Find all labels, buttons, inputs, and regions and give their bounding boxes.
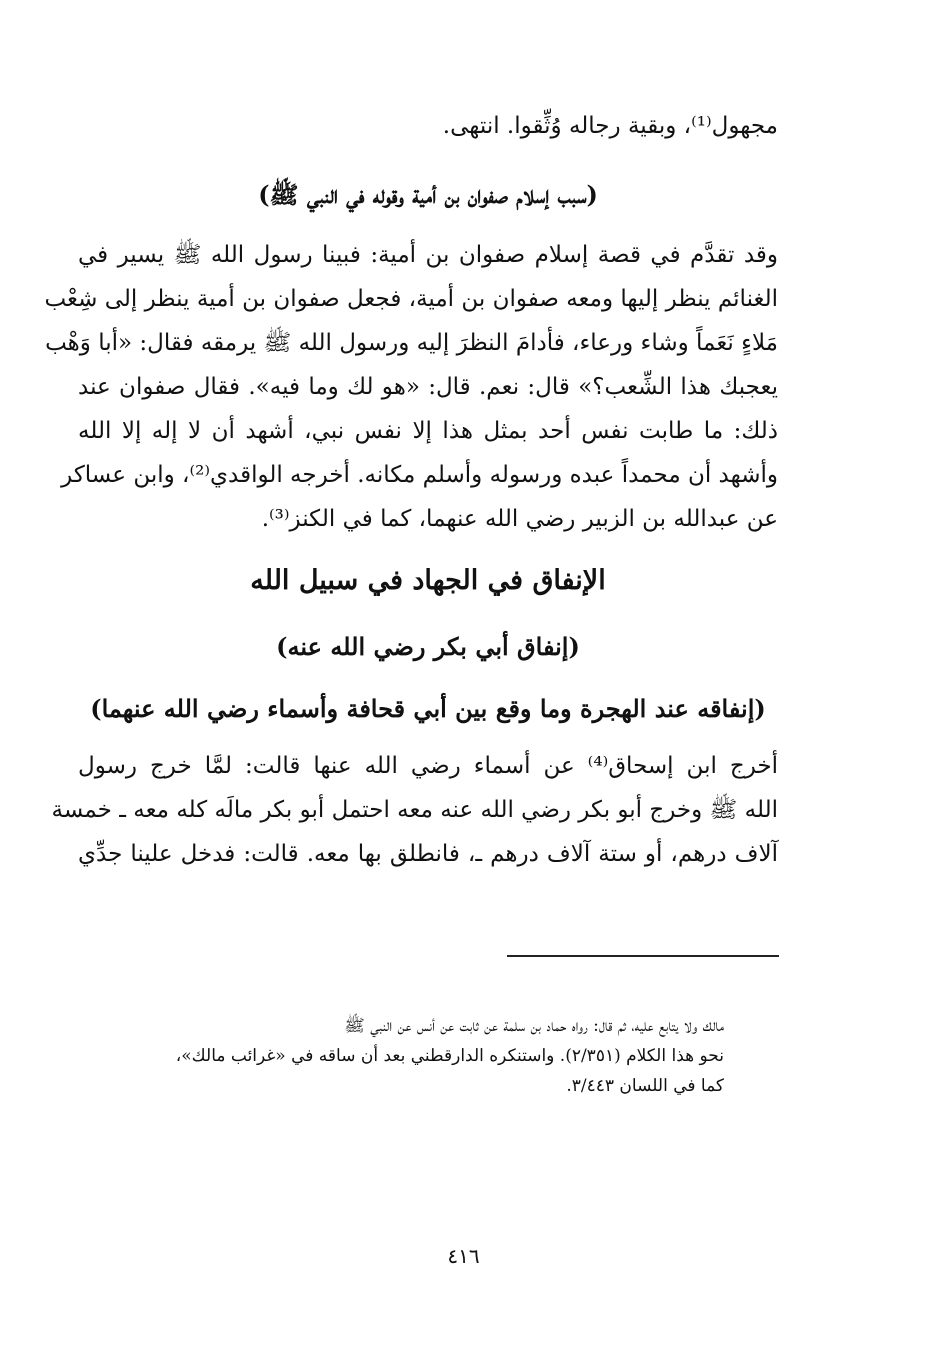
paragraph-line: وقد تقدَّم في قصة إسلام صفوان بن أمية: فبينا رسول الله ﷺ يسير في [78,242,778,268]
page-number: ٤١٦ [447,1244,480,1268]
paragraph-line: عن عبدالله بن الزبير رضي الله عنهما، كما في الكنز⁽³⁾. [261,506,778,532]
section-heading-abu-bakr: (إنفاق أبي بكر رضي الله عنه) [276,632,580,661]
paragraph-line: الله ﷺ وخرج أبو بكر رضي الله عنه معه احتمل أبو بكر مالَه كله معه ـ خمسة [51,797,778,823]
chapter-heading: الإنفاق في الجهاد في سبيل الله [250,565,606,596]
body-line: مجهول⁽¹⁾، وبقية رجاله وُثِّقوا. انتهى. [442,113,778,139]
paragraph-line: ذلك: ما طابت نفس أحد بمثل هذا إلا نفس نبي، أشهد أن لا إله إلا الله [78,418,778,444]
paragraph-line: وأشهد أن محمداً عبده ورسوله وأسلم مكانه. أخرجه الواقدي⁽²⁾، وابن عساكر [61,462,778,488]
footnote-divider [507,955,779,957]
paragraph-line: يعجبك هذا الشِّعب؟» قال: نعم. قال: «هو لك وما فيه». فقال صفوان عند [78,374,778,400]
footnote-text: مالك ولا يتابع عليه، ثم قال: رواه حماد بن سلمة عن ثابت عن أنس عن النبي ﷺ [344,1016,724,1036]
footnote-text: كما في اللسان ٣/٤٤٣. [566,1076,724,1096]
paragraph-line: آلاف درهم، أو ستة آلاف درهم ـ، فانطلق بها معه. قالت: فدخل علينا جدِّي [78,841,778,867]
paragraph-line: أخرج ابن إسحاق⁽⁴⁾ عن أسماء رضي الله عنها قالت: لمَّا خرج رسول [78,753,778,779]
paragraph-line: الغنائم ينظر إليها ومعه صفوان بن أمية، فجعل صفوان بن أمية ينظر إلى شِعْب [44,286,778,312]
subsection-heading-hijra: (إنفاقه عند الهجرة وما وقع بين أبي قحافة وأسماء رضي الله عنهما) [90,694,766,723]
footnote-text: نحو هذا الكلام (٢/٣٥١). واستنكره الدارقطني بعد أن ساقه في «غرائب مالك»، [175,1046,724,1066]
section-heading-safwan: (سبب إسلام صفوان بن أمية وقوله في النبي ﷺ) [258,180,598,209]
paragraph-line: مَلاءٍ نَعَماً وشاء ورعاء، فأدامَ النظرَ إليه ورسول الله ﷺ يرمقه فقال: «أبا وَهْب [45,330,778,356]
